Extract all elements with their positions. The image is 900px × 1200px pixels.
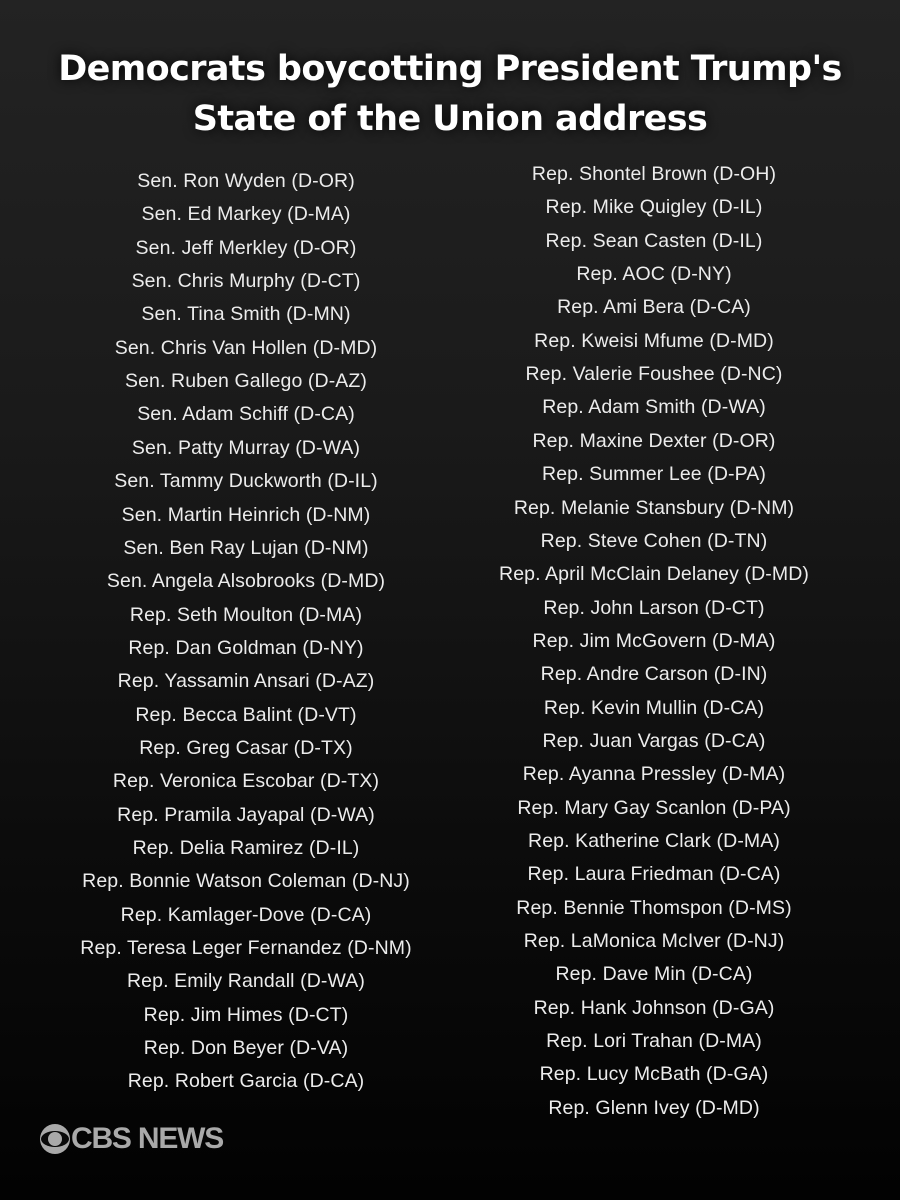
list-item: Sen. Adam Schiff (D-CA) [137, 403, 355, 426]
list-item: Rep. Mike Quigley (D-IL) [545, 196, 763, 219]
list-item: Rep. Pramila Jayapal (D-WA) [117, 803, 375, 826]
list-item: Rep. Teresa Leger Fernandez (D-NM) [80, 937, 412, 960]
list-item: Rep. AOC (D-NY) [576, 263, 732, 286]
list-item: Rep. Shontel Brown (D-OH) [531, 163, 777, 185]
list-item: Rep. Juan Vargas (D-CA) [542, 729, 766, 752]
list-item: Rep. Yassamin Ansari (D-AZ) [117, 670, 375, 693]
list-item: Rep. Ami Bera (D-CA) [557, 296, 751, 319]
list-item: Rep. Kweisi Mfume (D-MD) [534, 329, 774, 352]
list-item: Rep. Dave Min (D-CA) [555, 963, 753, 986]
list-item: Rep. Laura Friedman (D-CA) [527, 863, 781, 886]
list-item: Rep. John Larson (D-CT) [543, 596, 765, 619]
list-item: Rep. Steve Cohen (D-TN) [540, 529, 768, 552]
list-item: Rep. Veronica Escobar (D-TX) [112, 770, 380, 793]
list-item: Rep. Maxine Dexter (D-OR) [532, 429, 776, 452]
list-item: Sen. Jeff Merkley (D-OR) [135, 236, 357, 259]
list-item: Sen. Ben Ray Lujan (D-NM) [123, 536, 369, 559]
list-item: Rep. Sean Casten (D-IL) [545, 229, 763, 252]
list-item: Rep. Jim Himes (D-CT) [143, 1003, 349, 1026]
logo-text: CBS NEWS [71, 1122, 224, 1155]
list-item: Rep. Mary Gay Scanlon (D-PA) [517, 796, 791, 819]
title-line-1: Democrats boycotting President Trump's [58, 49, 842, 89]
list-item: Rep. Glenn Ivey (D-MD) [548, 1096, 760, 1119]
list-item: Rep. April McClain Delaney (D-MD) [499, 563, 809, 586]
list-item: Rep. Becca Balint (D-VT) [135, 703, 357, 726]
list-item: Rep. Delia Ramirez (D-IL) [132, 837, 360, 859]
list-item: Rep. Jim McGovern (D-MA) [532, 629, 776, 652]
list-item: Rep. Hank Johnson (D-GA) [533, 996, 775, 1019]
page-title [0, 44, 900, 144]
list-item: Sen. Ruben Gallego (D-AZ) [124, 370, 368, 393]
list-item: Rep. Don Beyer (D-VA) [143, 1037, 349, 1060]
list-item: Rep. Summer Lee (D-PA) [542, 463, 766, 486]
cbs-news-logo [40, 1124, 223, 1154]
list-item: Rep. Ayanna Pressley (D-MA) [522, 763, 786, 786]
list-item: Sen. Martin Heinrich (D-NM) [121, 503, 371, 526]
list-item: Rep. Greg Casar (D-TX) [139, 736, 353, 759]
list-item: Rep. Bonnie Watson Coleman (D-NJ) [82, 870, 410, 893]
list-item: Rep. Seth Moulton (D-MA) [129, 603, 363, 626]
list-item: Rep. Robert Garcia (D-CA) [127, 1070, 365, 1093]
list-item: Rep. LaMonica McIver (D-NJ) [523, 930, 785, 953]
list-item: Rep. Adam Smith (D-WA) [542, 396, 766, 419]
list-item: Sen. Chris Van Hollen (D-MD) [114, 336, 378, 359]
list-item: Sen. Angela Alsobrooks (D-MD) [106, 570, 386, 593]
list-item: Sen. Ron Wyden (D-OR) [137, 170, 355, 192]
list-item: Sen. Tina Smith (D-MN) [141, 303, 351, 326]
list-item: Rep. Andre Carson (D-IN) [540, 663, 768, 686]
list-item: Rep. Kamlager-Dove (D-CA) [120, 903, 372, 926]
list-item: Rep. Kevin Mullin (D-CA) [543, 696, 765, 719]
list-item: Rep. Katherine Clark (D-MA) [528, 830, 780, 852]
list-item: Rep. Melanie Stansbury (D-NM) [513, 496, 795, 519]
list-item: Rep. Lori Trahan (D-MA) [546, 1030, 762, 1053]
list-item: Rep. Dan Goldman (D-NY) [128, 636, 364, 659]
title-line-2: State of the Union address [192, 99, 708, 139]
list-item: Rep. Valerie Foushee (D-NC) [525, 363, 783, 386]
list-item: Rep. Lucy McBath (D-GA) [539, 1063, 769, 1086]
list-item: Sen. Patty Murray (D-WA) [131, 436, 361, 459]
list-item: Rep. Bennie Thomspon (D-MS) [516, 896, 792, 919]
list-item: Sen. Tammy Duckworth (D-IL) [114, 470, 378, 493]
cbs-eye-icon [40, 1124, 70, 1154]
list-item: Rep. Emily Randall (D-WA) [127, 970, 365, 993]
list-item: Sen. Ed Markey (D-MA) [141, 203, 351, 226]
list-item: Sen. Chris Murphy (D-CT) [131, 270, 361, 293]
